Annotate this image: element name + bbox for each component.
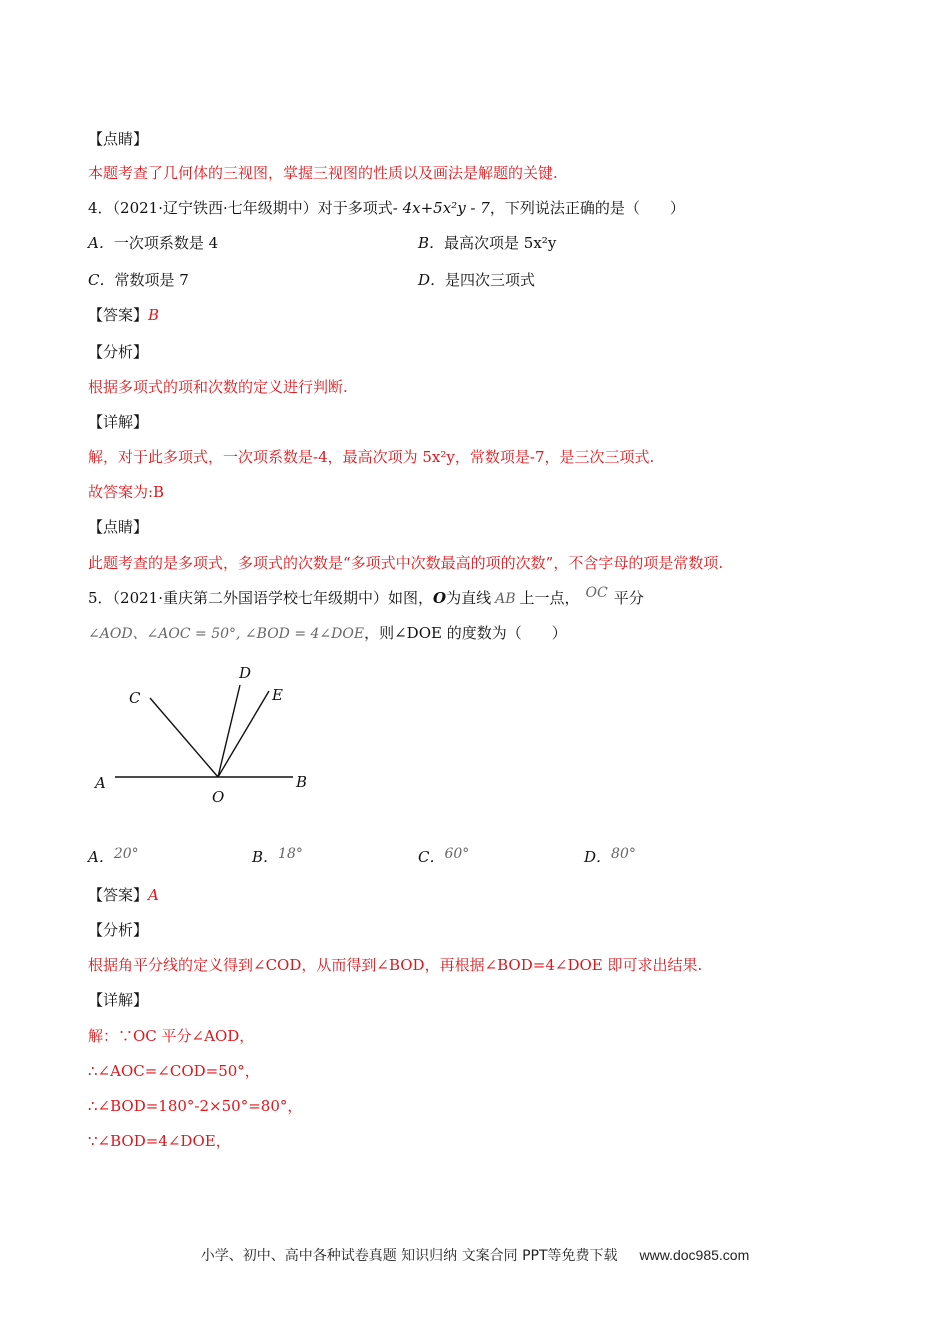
q4-option-c xyxy=(88,270,189,290)
q4-option-d xyxy=(418,270,535,290)
answer-label: 【答案】 xyxy=(88,306,149,324)
option-label: A． xyxy=(88,234,114,252)
stem-text: 平分 xyxy=(613,589,644,607)
option-label: A． xyxy=(88,848,114,866)
q4-dianjing: 此题考查的是多项式，多项式的次数是“多项式中次数最高的项的次数”，不含字母的项是常数项. xyxy=(88,554,724,572)
option-text: 常数项是 7 xyxy=(114,271,189,289)
stem-text: 上一点， xyxy=(519,589,580,607)
question-5-condition xyxy=(88,623,567,644)
polynomial-expression: - 4x+5x²y - 7 xyxy=(392,199,490,217)
q5-option-d xyxy=(584,847,636,868)
answer-value: B xyxy=(148,306,160,324)
option-label: D． xyxy=(584,848,612,866)
point-o: O xyxy=(433,589,447,607)
option-label: C． xyxy=(418,848,445,866)
q4-analysis-label: 【分析】 xyxy=(88,343,149,361)
q4-option-a xyxy=(88,233,218,253)
q5-step: ∵∠BOD=4∠DOE， xyxy=(88,1132,231,1150)
question-source: （2021·辽宁铁西·七年级期中）对于多项式 xyxy=(112,199,393,217)
ray-oe-segment xyxy=(218,691,269,777)
label-b: B xyxy=(296,773,308,791)
option-label: B． xyxy=(252,848,279,866)
option-text: 是四次三项式 xyxy=(445,271,536,289)
q4-option-b xyxy=(418,233,556,253)
dianjing-text-q3: 本题考查了几何体的三视图，掌握三视图的性质以及画法是解题的关键. xyxy=(88,164,558,182)
q5-step: 解：∵OC 平分∠AOD， xyxy=(88,1027,255,1045)
angle-figure xyxy=(88,655,328,815)
ray-oc: OC xyxy=(585,585,608,601)
option-text: 60° xyxy=(444,846,470,862)
label-o: O xyxy=(212,788,225,806)
q4-detail: 解，对于此多项式，一次项系数是-4，最高次项为 5x²y，常数项是-7，是三次三项式. xyxy=(88,448,655,466)
ray-od-segment xyxy=(218,685,240,777)
line-ab: AB xyxy=(495,591,516,607)
question-5-stem xyxy=(88,585,644,609)
q4-answer xyxy=(88,305,159,325)
stem-text: 为直线 xyxy=(446,589,492,607)
q5-step: ∴∠AOC=∠COD=50°， xyxy=(88,1062,260,1080)
q5-detail-label: 【详解】 xyxy=(88,991,149,1009)
footer-text: 小学、初中、高中各种试卷真题 知识归纳 文案合同 PPT等免费下载 xyxy=(200,1248,618,1264)
question-text: ，则∠DOE 的度数为（ ） xyxy=(364,624,567,642)
question-4-stem xyxy=(88,198,685,218)
label-c: C xyxy=(129,689,141,707)
question-stem-end: ，下列说法正确的是（ ） xyxy=(489,199,685,217)
q5-option-b xyxy=(252,847,303,868)
q5-step: ∴∠BOD=180°-2×50°=80°， xyxy=(88,1097,303,1115)
option-text: 一次项系数是 4 xyxy=(113,234,219,252)
page-footer xyxy=(0,1245,950,1265)
option-text: 80° xyxy=(611,846,636,862)
option-label: D． xyxy=(418,271,446,289)
question-number: 4． xyxy=(88,199,113,217)
dianjing-label-q3: 【点睛】 xyxy=(88,130,149,148)
option-label: C． xyxy=(88,271,115,289)
option-text: 18° xyxy=(278,846,303,862)
q4-analysis: 根据多项式的项和次数的定义进行判断. xyxy=(88,378,348,396)
question-source: （2021·重庆第二外国语学校七年级期中）如图， xyxy=(112,589,433,607)
q5-analysis-label: 【分析】 xyxy=(88,921,149,939)
q4-detail-label: 【详解】 xyxy=(88,413,149,431)
answer-label: 【答案】 xyxy=(88,886,149,904)
q5-answer xyxy=(88,885,159,905)
q4-dianjing-label: 【点睛】 xyxy=(88,518,149,536)
q5-option-a xyxy=(88,847,139,868)
q5-option-c xyxy=(418,847,469,868)
answer-value: A xyxy=(148,886,159,904)
label-e: E xyxy=(272,686,283,704)
angle-conditions: ∠AOD、∠AOC = 50°, ∠BOD = 4∠DOE xyxy=(88,626,365,642)
q5-analysis: 根据角平分线的定义得到∠COD，从而得到∠BOD，再根据∠BOD=4∠DOE 即可求出结果. xyxy=(88,956,703,974)
option-text: 最高次项是 5x²y xyxy=(444,234,557,252)
option-label: B． xyxy=(418,234,445,252)
label-d: D xyxy=(239,664,252,682)
question-number: 5． xyxy=(88,589,113,607)
ray-oc-segment xyxy=(150,698,218,777)
option-text: 20° xyxy=(113,846,139,862)
label-a: A xyxy=(95,774,106,792)
q4-conclusion: 故答案为:B xyxy=(88,483,165,501)
footer-url[interactable]: www.doc985.com xyxy=(639,1247,750,1263)
